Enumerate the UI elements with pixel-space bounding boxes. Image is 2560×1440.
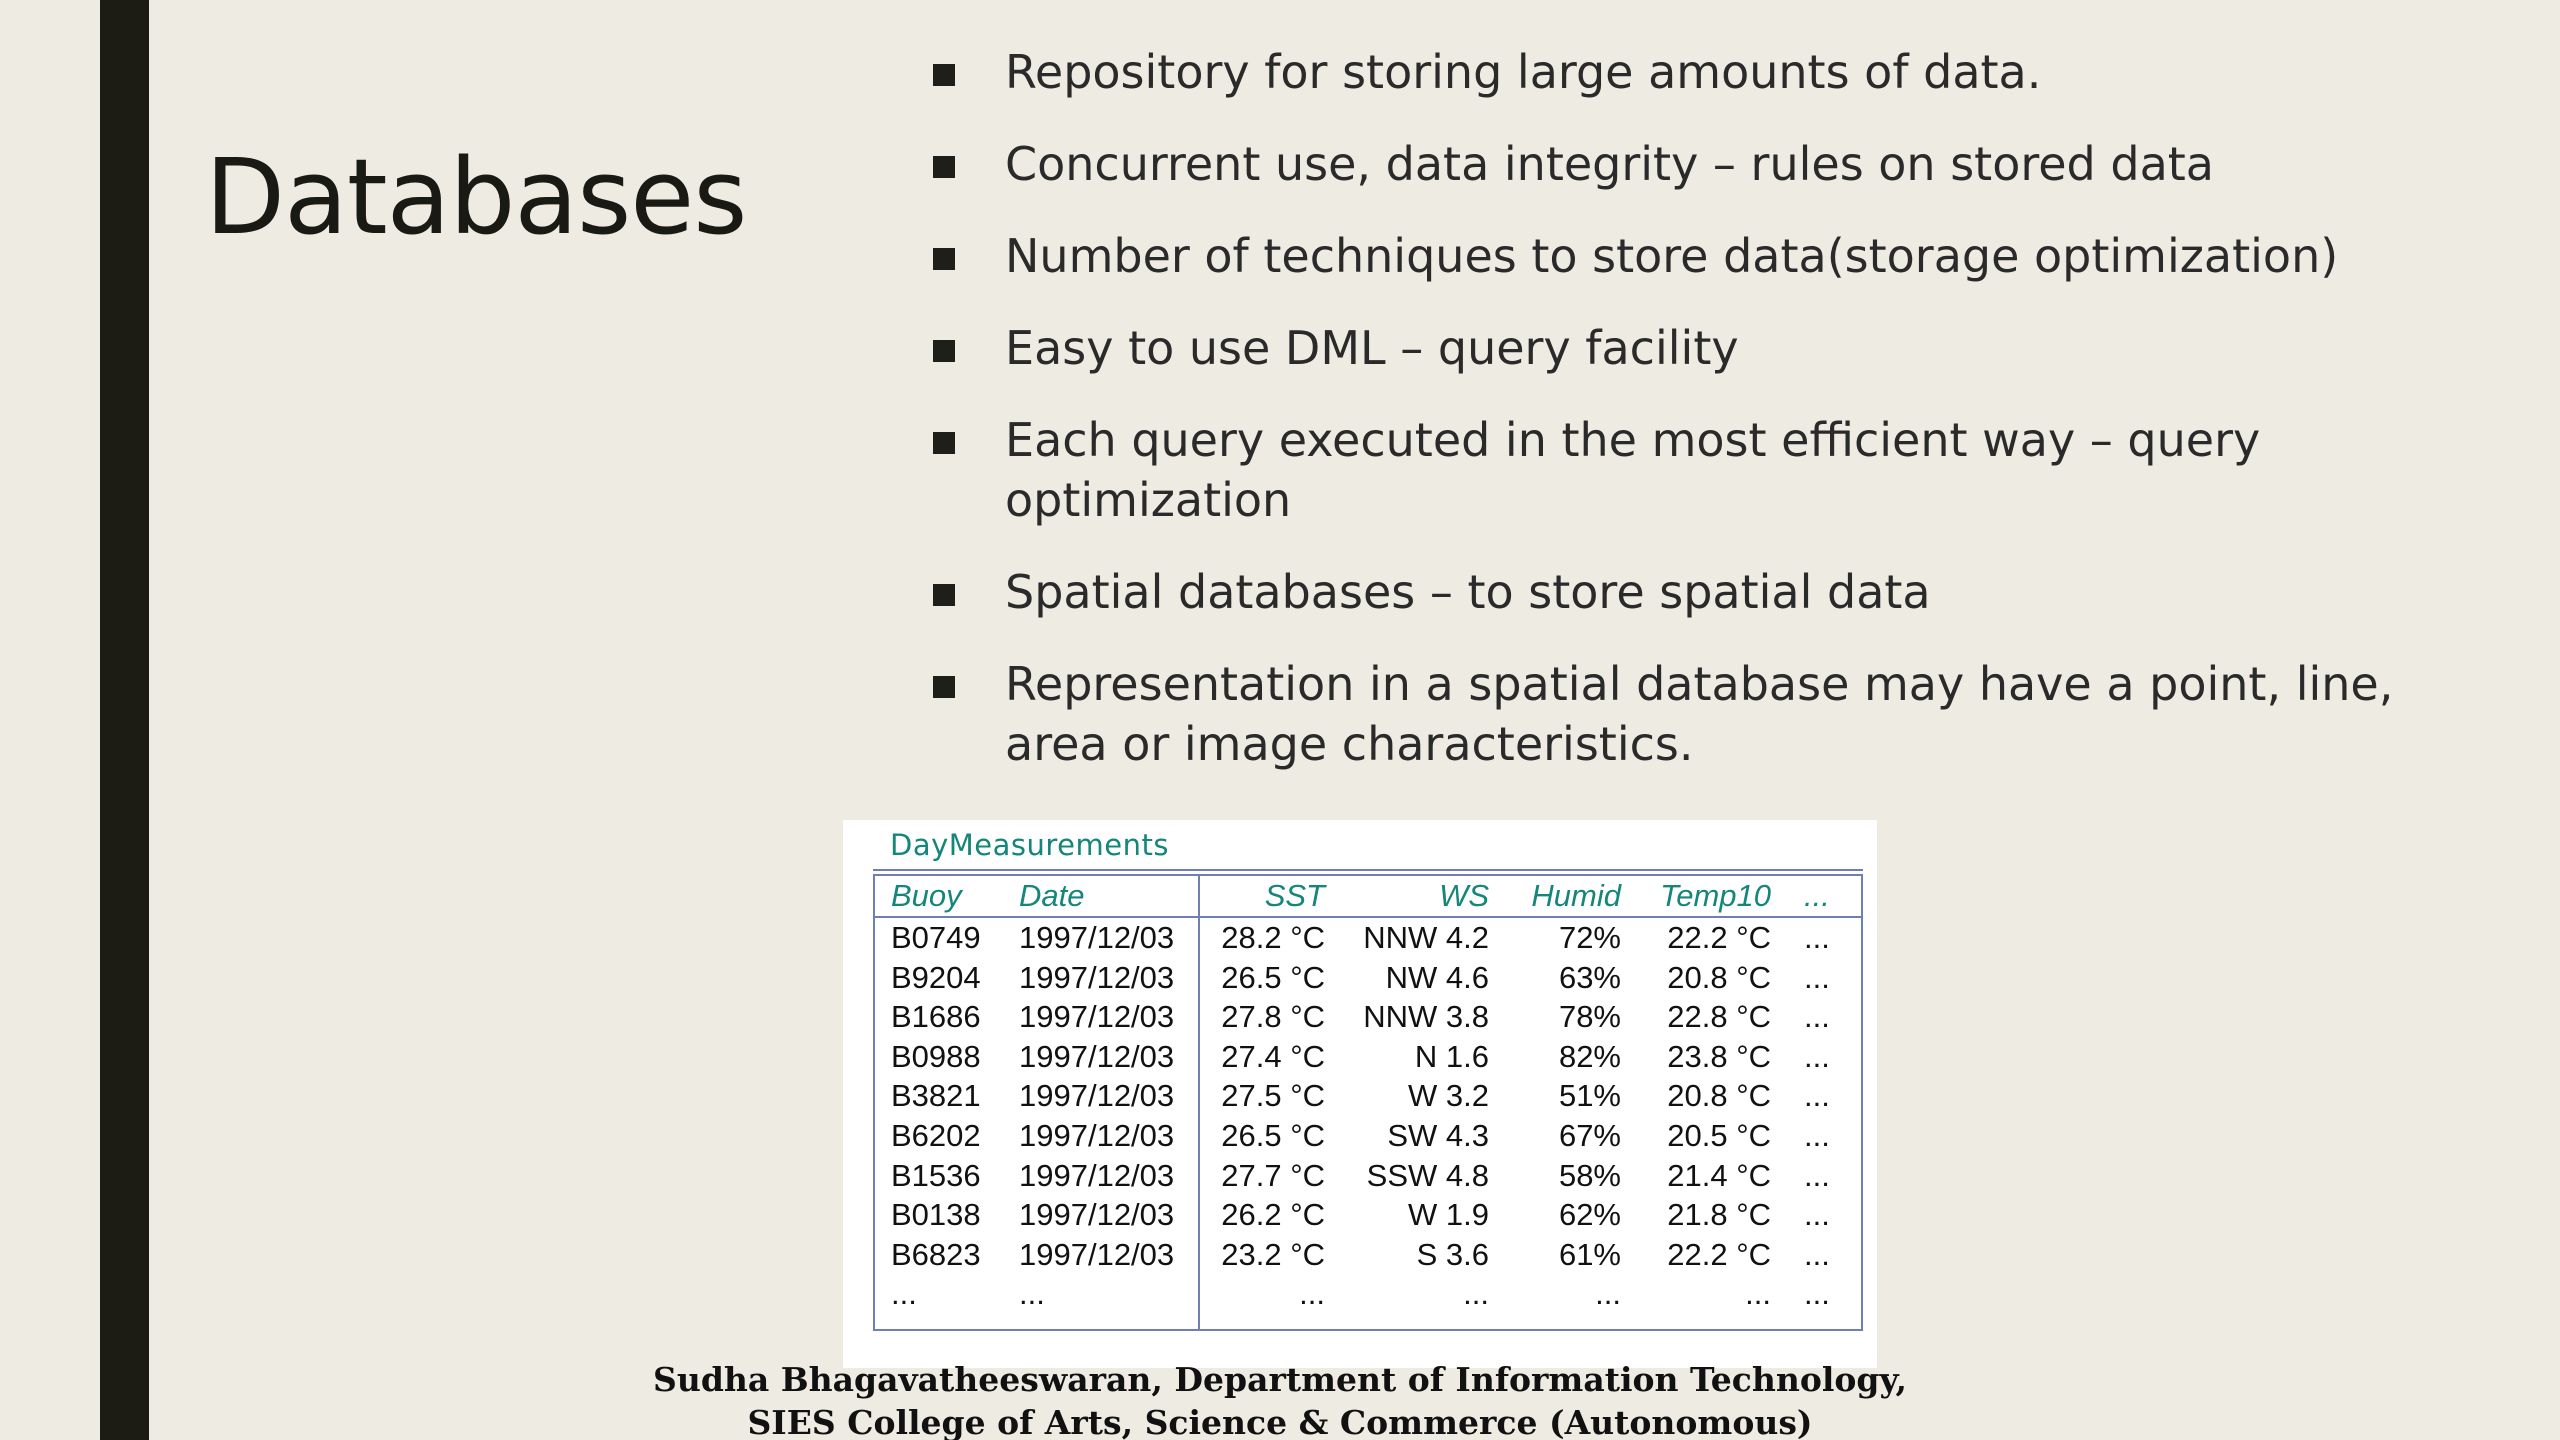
cell-more: ... [1804,1276,1830,1312]
square-bullet-icon [933,248,955,270]
table-header-row [875,876,1861,915]
cell-buoy: B0138 [891,1197,981,1233]
cell-buoy: B1686 [891,999,981,1035]
cell-sst: 27.8 °C [1221,999,1325,1035]
square-bullet-icon [933,676,955,698]
cell-date: 1997/12/03 [1019,999,1175,1035]
cell-buoy: B0749 [891,920,981,955]
cell-temp10: ... [1745,1276,1771,1312]
cell-temp10: 22.2 °C [1667,1236,1771,1272]
table-figure [843,820,1877,1368]
header-date: Date [1019,878,1085,913]
side-accent-bar [100,0,149,1440]
cell-date: 1997/12/03 [1019,1197,1175,1233]
cell-temp10: 22.2 °C [1667,920,1771,955]
cell-ws: NW 4.6 [1385,959,1489,995]
slide-title: Databases [205,136,747,258]
footer-institution: SIES College of Arts, Science & Commerce (Autonomous) [747,1403,1813,1440]
table-top-rule [873,869,1863,871]
cell-more: ... [1804,1157,1830,1193]
cell-temp10: 20.5 °C [1667,1118,1771,1153]
cell-more: ... [1804,1038,1830,1074]
cell-sst: 26.5 °C [1221,1118,1325,1153]
cell-temp10: 21.8 °C [1667,1197,1771,1233]
cell-buoy: B1536 [891,1157,981,1193]
cell-temp10: 20.8 °C [1667,1078,1771,1114]
cell-sst: 27.5 °C [1221,1078,1325,1114]
table-row [875,1235,1861,1274]
cell-more: ... [1804,959,1830,995]
square-bullet-icon [933,64,955,86]
cell-humid: 51% [1558,1078,1621,1114]
square-bullet-icon [933,156,955,178]
cell-buoy: ... [891,1276,917,1312]
table-row [875,918,1861,957]
cell-more: ... [1804,920,1830,955]
bullet-item [920,562,2480,622]
bullet-item [920,410,2480,530]
cell-sst: 27.7 °C [1221,1157,1325,1193]
cell-buoy: B0988 [891,1038,981,1074]
cell-date: ... [1019,1276,1045,1312]
cell-temp10: 23.8 °C [1667,1038,1771,1074]
header-ws: WS [1439,878,1489,913]
bullet-list [920,42,2480,806]
bullet-item [920,134,2480,194]
bullet-item [920,654,2480,774]
cell-buoy: B6202 [891,1118,981,1153]
cell-sst: 26.2 °C [1221,1197,1325,1233]
cell-humid: 58% [1558,1157,1621,1193]
cell-date: 1997/12/03 [1019,1038,1175,1074]
cell-humid: 72% [1558,920,1621,955]
cell-more: ... [1804,999,1830,1035]
bullet-item [920,42,2480,102]
table-row [875,1116,1861,1155]
cell-more: ... [1804,1078,1830,1114]
cell-buoy: B6823 [891,1236,981,1272]
square-bullet-icon [933,584,955,606]
header-sst: SST [1264,878,1325,913]
cell-sst: 28.2 °C [1221,920,1325,955]
bullet-text: Each query executed in the most efficient way – query optimization [1005,413,2261,527]
table-row [875,1195,1861,1234]
cell-ws: NNW 4.2 [1363,920,1489,955]
data-table [873,874,1863,1331]
cell-humid: 78% [1558,999,1621,1035]
cell-ws: ... [1463,1276,1489,1312]
cell-humid: 67% [1558,1118,1621,1153]
footer-author: Sudha Bhagavatheeswaran, Department of Information Technology, [653,1360,1907,1399]
table-row [875,1274,1861,1313]
cell-ws: S 3.6 [1416,1236,1489,1272]
header-temp10: Temp10 [1660,878,1771,913]
cell-date: 1997/12/03 [1019,920,1175,955]
cell-sst: 26.5 °C [1221,959,1325,995]
cell-humid: 63% [1558,959,1621,995]
cell-temp10: 22.8 °C [1667,999,1771,1035]
cell-ws: SW 4.3 [1387,1118,1489,1153]
cell-humid: ... [1595,1276,1621,1312]
bullet-text: Representation in a spatial database may have a point, line, area or image characteristics. [1005,657,2394,771]
cell-date: 1997/12/03 [1019,959,1175,995]
cell-buoy: B3821 [891,1078,981,1114]
bullet-text: Spatial databases – to store spatial data [1005,565,1931,619]
cell-date: 1997/12/03 [1019,1118,1175,1153]
square-bullet-icon [933,340,955,362]
cell-buoy: B9204 [891,959,981,995]
cell-date: 1997/12/03 [1019,1236,1175,1272]
header-humid: Humid [1531,878,1621,913]
table-row [875,1076,1861,1115]
cell-temp10: 21.4 °C [1667,1157,1771,1193]
cell-date: 1997/12/03 [1019,1157,1175,1193]
cell-sst: 23.2 °C [1221,1236,1325,1272]
cell-humid: 82% [1558,1038,1621,1074]
bullet-item [920,318,2480,378]
cell-humid: 62% [1558,1197,1621,1233]
cell-ws: W 1.9 [1408,1197,1489,1233]
table-row [875,1037,1861,1076]
cell-more: ... [1804,1236,1830,1272]
cell-ws: W 3.2 [1408,1078,1489,1114]
table-row [875,1156,1861,1195]
cell-humid: 61% [1558,1236,1621,1272]
table-name: DayMeasurements [890,828,1169,862]
square-bullet-icon [933,432,955,454]
table-row [875,958,1861,997]
header-buoy: Buoy [891,878,962,913]
cell-date: 1997/12/03 [1019,1078,1175,1114]
cell-ws: NNW 3.8 [1363,999,1489,1035]
cell-more: ... [1804,1197,1830,1233]
bullet-text: Concurrent use, data integrity – rules on stored data [1005,137,2214,191]
header-more: ... [1804,878,1830,913]
cell-ws: SSW 4.8 [1366,1157,1489,1193]
bullet-text: Number of techniques to store data(storage optimization) [1005,229,2339,283]
table-row [875,997,1861,1036]
bullet-text: Repository for storing large amounts of data. [1005,45,2042,99]
cell-sst: 27.4 °C [1221,1038,1325,1074]
bullet-item [920,226,2480,286]
cell-more: ... [1804,1118,1830,1153]
cell-ws: N 1.6 [1414,1038,1489,1074]
bullet-text: Easy to use DML – query facility [1005,321,1739,375]
cell-sst: ... [1299,1276,1325,1312]
cell-temp10: 20.8 °C [1667,959,1771,995]
